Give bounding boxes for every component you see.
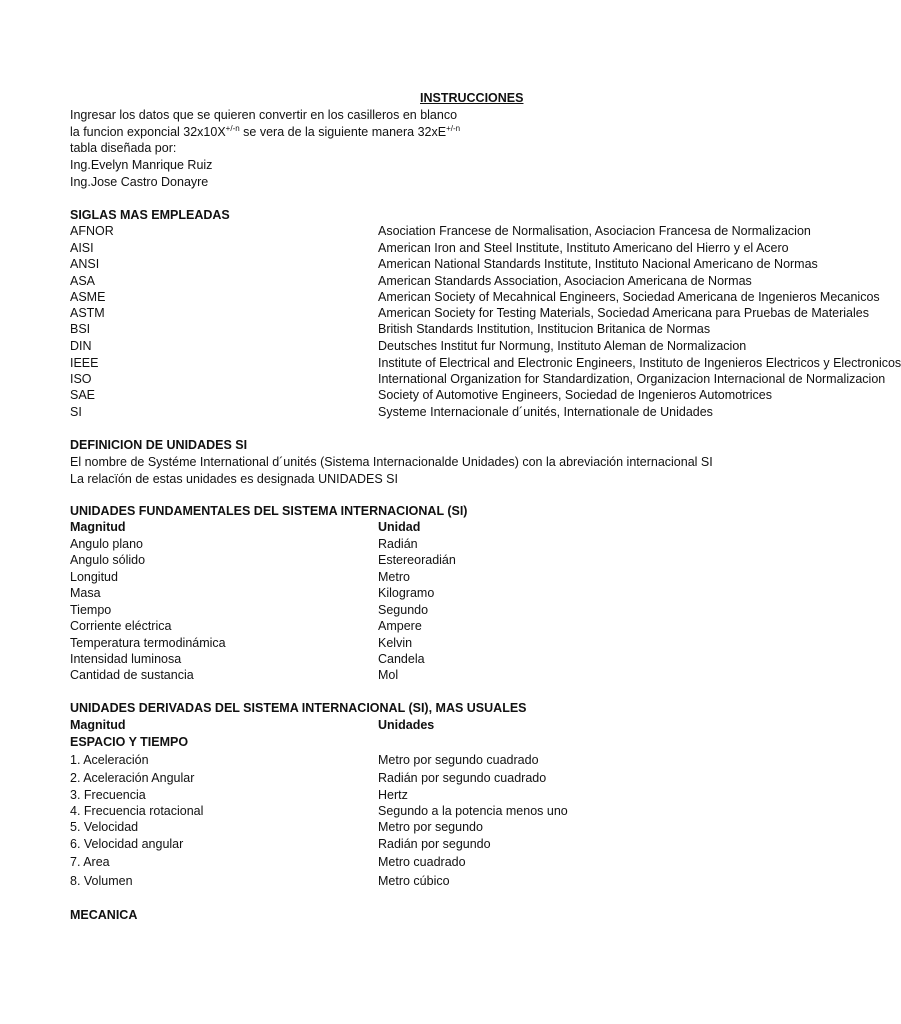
table-row-label: ASA — [70, 274, 96, 288]
instructions-line3: tabla diseñada por: — [70, 141, 177, 155]
table-row-value: Estereoradián — [378, 553, 456, 567]
table-row-value: Radián por segundo cuadrado — [378, 771, 547, 785]
table-row-value: Metro — [378, 570, 410, 584]
table-row-value: Society of Automotive Engineers, Sociedad de Ingenieros Automotrices — [378, 388, 772, 402]
table-row-value: Metro cuadrado — [378, 855, 466, 869]
table-row-value: Candela — [378, 652, 425, 666]
table-row-label: Longitud — [70, 570, 118, 584]
fundamentales-col-magnitud: Magnitud — [70, 520, 126, 534]
table-row-value: Systeme Internacionale d´unités, Internationale de Unidades — [378, 405, 713, 419]
table-row-value: Deutsches Institut fur Normung, Instituto Aleman de Normalizacion — [378, 339, 747, 353]
table-row-label: 6. Velocidad angular — [70, 837, 184, 851]
table-row-value: Segundo — [378, 603, 429, 617]
table-row-value: Kilogramo — [378, 586, 435, 600]
table-row-label: Temperatura termodinámica — [70, 636, 226, 650]
table-row-label: BSI — [70, 322, 91, 336]
siglas-heading: SIGLAS MAS EMPLEADAS — [70, 208, 230, 222]
table-row-value: Metro por segundo cuadrado — [378, 753, 539, 767]
table-row-label: Corriente eléctrica — [70, 619, 172, 633]
table-row-label: 4. Frecuencia rotacional — [70, 804, 204, 818]
table-row-value: Asociation Francese de Normalisation, Asociacion Francesa de Normalizacion — [378, 224, 811, 238]
table-row-value: Ampere — [378, 619, 422, 633]
table-row-label: 8. Volumen — [70, 874, 133, 888]
definicion-line2: La relacïón de estas unidades es designada UNIDADES SI — [70, 472, 398, 486]
mecanica-heading: MECANICA — [70, 908, 138, 922]
table-row-value: Mol — [378, 668, 399, 682]
table-row-label: ANSI — [70, 257, 100, 271]
table-row-value: British Standards Institution, Institucion Britanica de Normas — [378, 322, 711, 336]
table-row-label: IEEE — [70, 356, 99, 370]
table-row-value: Radián por segundo — [378, 837, 491, 851]
table-row-value: American National Standards Institute, Instituto Nacional Americano de Normas — [378, 257, 818, 271]
fundamentales-heading: UNIDADES FUNDAMENTALES DEL SISTEMA INTERNACIONAL (SI) — [70, 504, 468, 518]
instructions-line1: Ingresar los datos que se quieren convertir en los casilleros en blanco — [70, 108, 458, 122]
table-row-value: American Society for Testing Materials, Sociedad Americana para Pruebas de Materiales — [378, 306, 869, 320]
table-row-label: ASME — [70, 290, 106, 304]
table-row-label: Tiempo — [70, 603, 112, 617]
table-row-label: AISI — [70, 241, 94, 255]
author-2: Ing.Jose Castro Donayre — [70, 175, 209, 189]
table-row-label: Angulo sólido — [70, 553, 146, 567]
table-row-label: SI — [70, 405, 82, 419]
table-row-label: DIN — [70, 339, 92, 353]
table-row-label: Cantidad de sustancia — [70, 668, 194, 682]
table-row-label: 2. Aceleración Angular — [70, 771, 195, 785]
table-row-value: American Society of Mecahnical Engineers, Sociedad Americana de Ingenieros Mecanicos — [378, 290, 880, 304]
table-row-label: 5. Velocidad — [70, 820, 139, 834]
fundamentales-col-unidad: Unidad — [378, 520, 421, 534]
table-row-label: 1. Aceleración — [70, 753, 149, 767]
author-1: Ing.Evelyn Manrique Ruiz — [70, 158, 213, 172]
table-row-value: International Organization for Standardization, Organizacion Internacional de Normalizacion — [378, 372, 886, 386]
table-row-label: 7. Area — [70, 855, 110, 869]
table-row-value: Radián — [378, 537, 418, 551]
instructions-line2: la funcion exponcial $32x10X^{+/-n}$ se vera de la siguiente manera $32xE^{+/-n}$ — [70, 124, 461, 139]
table-row-label: Angulo plano — [70, 537, 143, 551]
definicion-line1: El nombre de Systéme International d´unités (Sistema Internacionalde Unidades) con la abreviación internacional SI — [70, 455, 713, 469]
table-row-label: 3. Frecuencia — [70, 788, 146, 802]
table-row-value: Kelvin — [378, 636, 413, 650]
derivadas-col-magnitud: Magnitud — [70, 718, 126, 732]
table-row-value: Institute of Electrical and Electronic Engineers, Instituto de Ingenieros Electricos y Electronicos — [378, 356, 901, 370]
derivadas-heading: UNIDADES DERIVADAS DEL SISTEMA INTERNACIONAL (SI), MAS USUALES — [70, 701, 527, 715]
table-row-label: SAE — [70, 388, 96, 402]
table-row-label: AFNOR — [70, 224, 114, 238]
derivadas-col-unidades: Unidades — [378, 718, 435, 732]
instructions-title: INSTRUCCIONES — [420, 91, 524, 105]
espacio-tiempo-heading: ESPACIO Y TIEMPO — [70, 735, 189, 749]
table-row-label: ISO — [70, 372, 92, 386]
table-row-value: Metro por segundo — [378, 820, 483, 834]
table-row-value: Hertz — [378, 788, 408, 802]
table-row-value: American Standards Association, Asociacion Americana de Normas — [378, 274, 752, 288]
table-row-value: Segundo a la potencia menos uno — [378, 804, 568, 818]
table-row-label: Intensidad luminosa — [70, 652, 182, 666]
table-row-value: American Iron and Steel Institute, Instituto Americano del Hierro y el Acero — [378, 241, 789, 255]
table-row-label: ASTM — [70, 306, 105, 320]
table-row-label: Masa — [70, 586, 101, 600]
definicion-heading: DEFINICION DE UNIDADES SI — [70, 438, 248, 452]
table-row-value: Metro cúbico — [378, 874, 450, 888]
